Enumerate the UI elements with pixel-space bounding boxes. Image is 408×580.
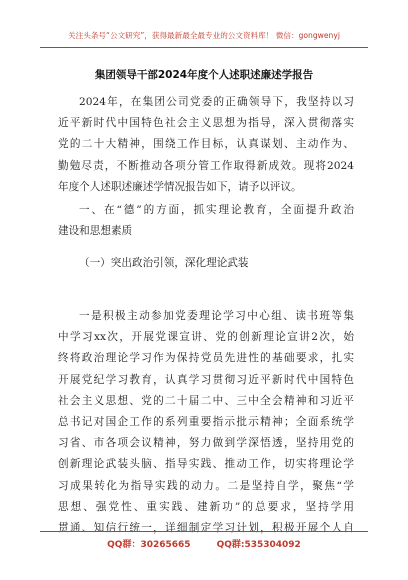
text-line: 中学习xx次，开展党课宣讲、党的创新理论宣讲2次，始 <box>58 331 354 344</box>
footer-contact <box>40 537 368 550</box>
section-heading-1 <box>58 200 354 242</box>
text-line: 习省、市各项会议精神，努力做到学深悟透，坚持用党的 <box>58 437 354 450</box>
header-divider <box>40 47 368 48</box>
text-line: 勤勉尽责，不断推动各项分管工作取得新成效。现将2024 <box>58 159 354 172</box>
text-line: 社会主义思想、党的二十届二中、三中全会精神和习近平 <box>58 394 354 407</box>
subsection-heading-1 <box>58 253 354 274</box>
text-line: 贯通、知信行统一，详细制定学习计划，积极开展个人自 <box>58 521 354 534</box>
text-line: 创新理论武装头脑、指导实践、推动工作，切实将理论学 <box>58 458 354 471</box>
text-line: 一是积极主动参加党委理论学习中心组、读书班等集 <box>79 310 354 322</box>
text-line: 习成果转化为指导实践的动力。二是坚持自学，聚焦“学 <box>58 479 354 492</box>
text-line: 终将政治理论学习作为保持党员先进性的基础要求，扎实 <box>58 352 354 365</box>
text-line: 年度个人述职述廉述学情况报告如下，请予以评议。 <box>58 180 302 193</box>
paragraph-body <box>58 306 354 539</box>
text-line: 一、在“德”的方面，抓实理论教育，全面提升政治 <box>79 204 354 216</box>
text-line: 建设和思想素质 <box>58 225 133 238</box>
footer-qq-group-2: QQ群:535304092 <box>216 540 301 550</box>
text-line: （一）突出政治引领，深化理论武装 <box>79 257 249 269</box>
footer-qq-group-1: QQ群：30265665 <box>107 540 191 550</box>
document-title: 集团领导干部2024年度个人述职述廉述学报告 <box>94 69 314 81</box>
text-line: 开展党纪学习教育，认真学习贯彻习近平新时代中国特色 <box>58 373 354 386</box>
text-line: 近平新时代中国特色社会主义思想为指导，深入贯彻落实 <box>58 117 354 130</box>
header-banner: 关注头条号“公文研究”，获得最新最全最专业的公文资料库！ 微信：gongwenyj <box>68 31 340 40</box>
footer-divider <box>40 531 368 532</box>
text-line: 党的二十大精神，围绕工作目标，认真谋划、主动作为、 <box>58 138 354 151</box>
text-line: 思想、强党性、重实践、建新功”的总要求，坚持学用 <box>58 500 354 513</box>
text-line: 总书记对国企工作的系列重要指示批示精神；全面系统学 <box>58 415 354 428</box>
text-line: 2024年，在集团公司党委的正确领导下，我坚持以习 <box>79 96 354 108</box>
paragraph-intro <box>58 92 354 198</box>
